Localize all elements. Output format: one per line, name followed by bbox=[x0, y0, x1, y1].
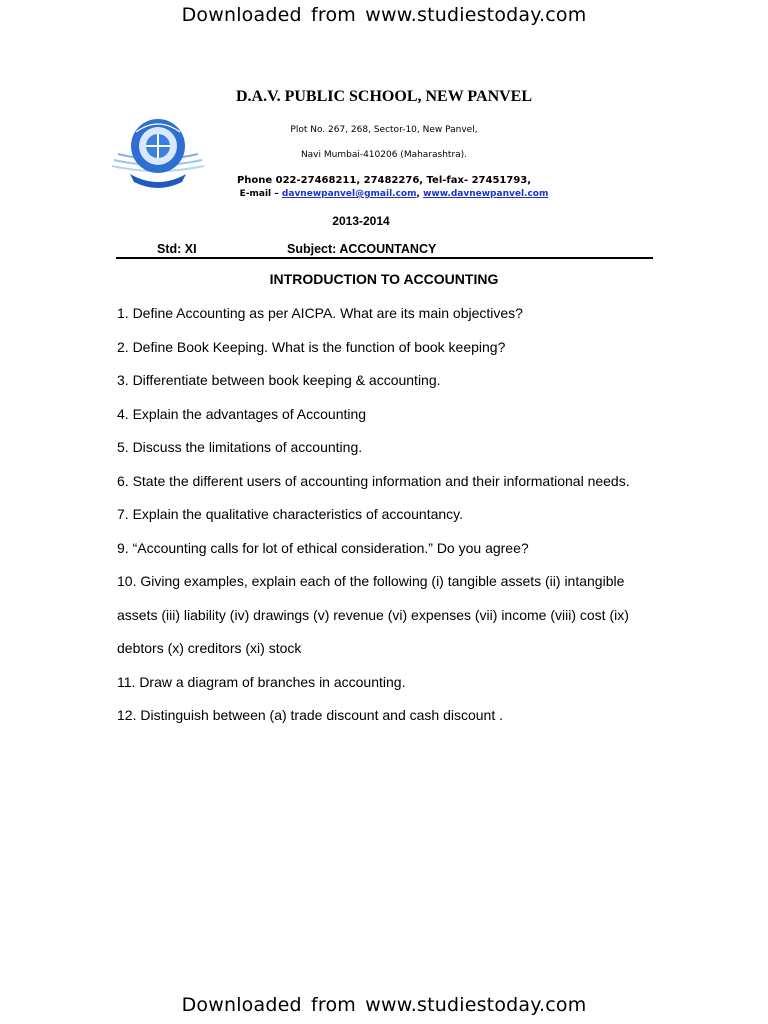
question-7: 7. Explain the qualitative characteristics of accountancy. bbox=[117, 506, 464, 522]
contact-line bbox=[10, 189, 768, 199]
address-line-2: Navi Mumbai-410206 (Maharashtra). bbox=[300, 150, 468, 160]
school-name: D.A.V. PUBLIC SCHOOL, NEW PANVEL bbox=[235, 88, 533, 105]
subject-label: Subject: ACCOUNTANCY bbox=[287, 242, 437, 256]
academic-year: 2013-2014 bbox=[332, 214, 390, 228]
phone-line: Phone 022-27468211, 27482276, Tel-fax- 27451793, bbox=[236, 175, 532, 186]
question-11: 11. Draw a diagram of branches in accounting. bbox=[117, 674, 406, 690]
question-10-line-3: debtors (x) creditors (xi) stock bbox=[117, 640, 302, 656]
address-line-1: Plot No. 267, 268, Sector-10, New Panvel, bbox=[290, 125, 478, 135]
email-link[interactable]: davnewpanvel@gmail.com bbox=[281, 189, 417, 199]
worksheet-heading: INTRODUCTION TO ACCOUNTING bbox=[269, 271, 499, 287]
question-4: 4. Explain the advantages of Accounting bbox=[117, 406, 367, 422]
question-6: 6. State the different users of accounting information and their informational needs. bbox=[117, 473, 630, 489]
question-10-line-1: 10. Giving examples, explain each of the following (i) tangible assets (ii) intangible bbox=[117, 573, 625, 589]
question-1: 1. Define Accounting as per AICPA. What are its main objectives? bbox=[117, 305, 523, 321]
download-banner-bottom: Downloaded from www.studiestoday.com bbox=[181, 994, 587, 1016]
question-2: 2. Define Book Keeping. What is the function of book keeping? bbox=[117, 339, 506, 355]
website-link[interactable]: www.davnewpanvel.com bbox=[423, 189, 549, 199]
contact-separator: , bbox=[416, 189, 424, 199]
question-3: 3. Differentiate between book keeping & accounting. bbox=[117, 372, 441, 388]
standard-label: Std: XI bbox=[157, 242, 197, 256]
question-12: 12. Distinguish between (a) trade discount and cash discount . bbox=[117, 707, 504, 723]
question-5: 5. Discuss the limitations of accounting. bbox=[117, 439, 363, 455]
question-10-line-2: assets (iii) liability (iv) drawings (v) revenue (vi) expenses (vii) income (viii) cost (ix) bbox=[117, 607, 629, 623]
header-divider bbox=[116, 257, 653, 259]
question-9: 9. “Accounting calls for lot of ethical consideration.” Do you agree? bbox=[117, 540, 529, 556]
download-banner-top: Downloaded from www.studiestoday.com bbox=[181, 4, 587, 26]
email-label: E-mail – bbox=[239, 189, 282, 199]
